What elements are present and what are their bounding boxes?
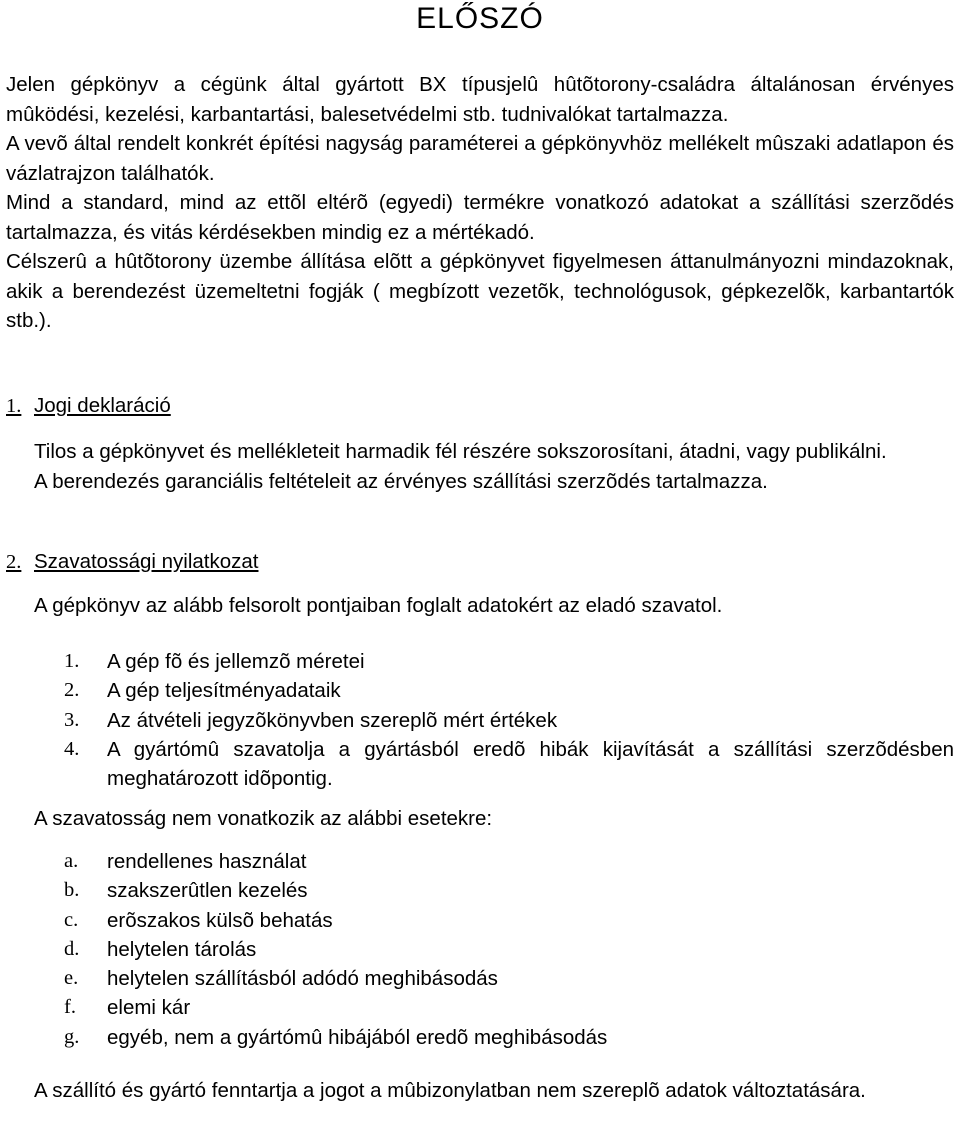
list-item-text: A gyártómû szavatolja a gyártásból eredõ hibák kijavítását a szállítási szerzõdésben meghatározott idõpontig.	[107, 737, 954, 791]
list-item-text: Az átvételi jegyzõkönyvben szereplõ mért értékek	[107, 708, 558, 732]
section-1-heading	[6, 392, 171, 420]
list-item	[64, 906, 954, 935]
list-item-text: helytelen tárolás	[107, 937, 257, 961]
list-item	[64, 735, 954, 794]
list-item	[64, 847, 954, 876]
list-item-letter: d.	[64, 937, 80, 960]
section-2-title: Szavatossági nyilatkozat	[34, 550, 259, 573]
list-item-letter: c.	[64, 908, 79, 931]
list-item-number: 2.	[64, 679, 80, 702]
list-item-number: 4.	[64, 737, 80, 760]
list-item-number: 1.	[64, 650, 80, 672]
list-item	[64, 1023, 954, 1052]
list-item-text: rendellenes használat	[107, 850, 307, 873]
section-2-lead	[34, 591, 954, 621]
closing-text: A szállító és gyártó fenntartja a jogot a mûbizonylatban nem szereplõ adatok változtatására.	[34, 1079, 866, 1102]
list-item-letter: b.	[64, 879, 80, 902]
list-item-text: A gép teljesítményadataik	[107, 679, 341, 703]
list-item	[64, 676, 954, 705]
list-item	[64, 964, 954, 993]
exclusions-lead	[34, 804, 954, 834]
section-1-title: Jogi deklaráció	[34, 394, 171, 417]
list-item-letter: a.	[64, 850, 79, 872]
intro-paragraph: Célszerû a hûtõtorony üzembe állítása elõtt a gépkönyvet figyelmesen áttanulmányozni mindazoknak, akik a berendezést üzemeltetni fogják ( megbízott vezetõk, technológusok, gépkezelõk, karbantartók stb.).	[6, 250, 954, 332]
section-1-number: 1.	[6, 395, 22, 417]
closing-statement	[34, 1076, 954, 1106]
list-item	[64, 647, 954, 676]
list-item-letter: f.	[64, 996, 76, 1019]
intro-section	[6, 70, 954, 336]
list-item-text: A gép fõ és jellemzõ méretei	[107, 650, 365, 673]
exclusions-lead-text: A szavatosság nem vonatkozik az alábbi esetekre:	[34, 807, 493, 830]
exclusions-list	[64, 847, 954, 1052]
list-item-text: helytelen szállításból adódó meghibásodás	[107, 967, 498, 991]
list-item-number: 3.	[64, 708, 80, 731]
intro-paragraph: Jelen gépkönyv a cégünk által gyártott BX típusjelû hûtõtorony-családra általánosan érvényes mûködési, kezelési, karbantartási, balesetvédelmi stb. tudnivalókat tartalmazza.	[6, 73, 954, 126]
intro-paragraph: A vevõ által rendelt konkrét építési nagyság paraméterei a gépkönyvhöz mellékelt mûszaki adatlapon és vázlatrajzon találhatók.	[6, 132, 954, 185]
list-item	[64, 993, 954, 1022]
section-2-heading	[6, 548, 258, 576]
section-1-paragraph: A berendezés garanciális feltételeit az érvényes szállítási szerzõdés tartalmazza.	[34, 469, 768, 493]
list-item-text: szakszerûtlen kezelés	[107, 879, 308, 903]
list-item	[64, 876, 954, 905]
intro-paragraph: Mind a standard, mind az ettõl eltérõ (egyedi) termékre vonatkozó adatokat a szállítási szerzõdés tartalmazza, és vitás kérdésekben mindig ez a mértékadó.	[6, 191, 954, 244]
list-item	[64, 706, 954, 735]
list-item-text: erõszakos külsõ behatás	[107, 908, 333, 932]
list-item	[64, 935, 954, 964]
list-item-text: egyéb, nem a gyártómû hibájából eredõ meghibásodás	[107, 1025, 608, 1049]
list-item-letter: e.	[64, 967, 79, 990]
section-2-number: 2.	[6, 551, 22, 573]
section-2-lead-text: A gépkönyv az alább felsorolt pontjaiban foglalt adatokért az eladó szavatol.	[34, 594, 723, 617]
warranty-items-list	[64, 647, 954, 793]
page-title: ELŐSZÓ	[416, 2, 544, 35]
list-item-text: elemi kár	[107, 996, 191, 1020]
section-1-body	[34, 437, 954, 496]
list-item-letter: g.	[64, 1025, 80, 1048]
section-1-paragraph: Tilos a gépkönyvet és mellékleteit harmadik fél részére sokszorosítani, átadni, vagy publikálni.	[34, 440, 887, 463]
